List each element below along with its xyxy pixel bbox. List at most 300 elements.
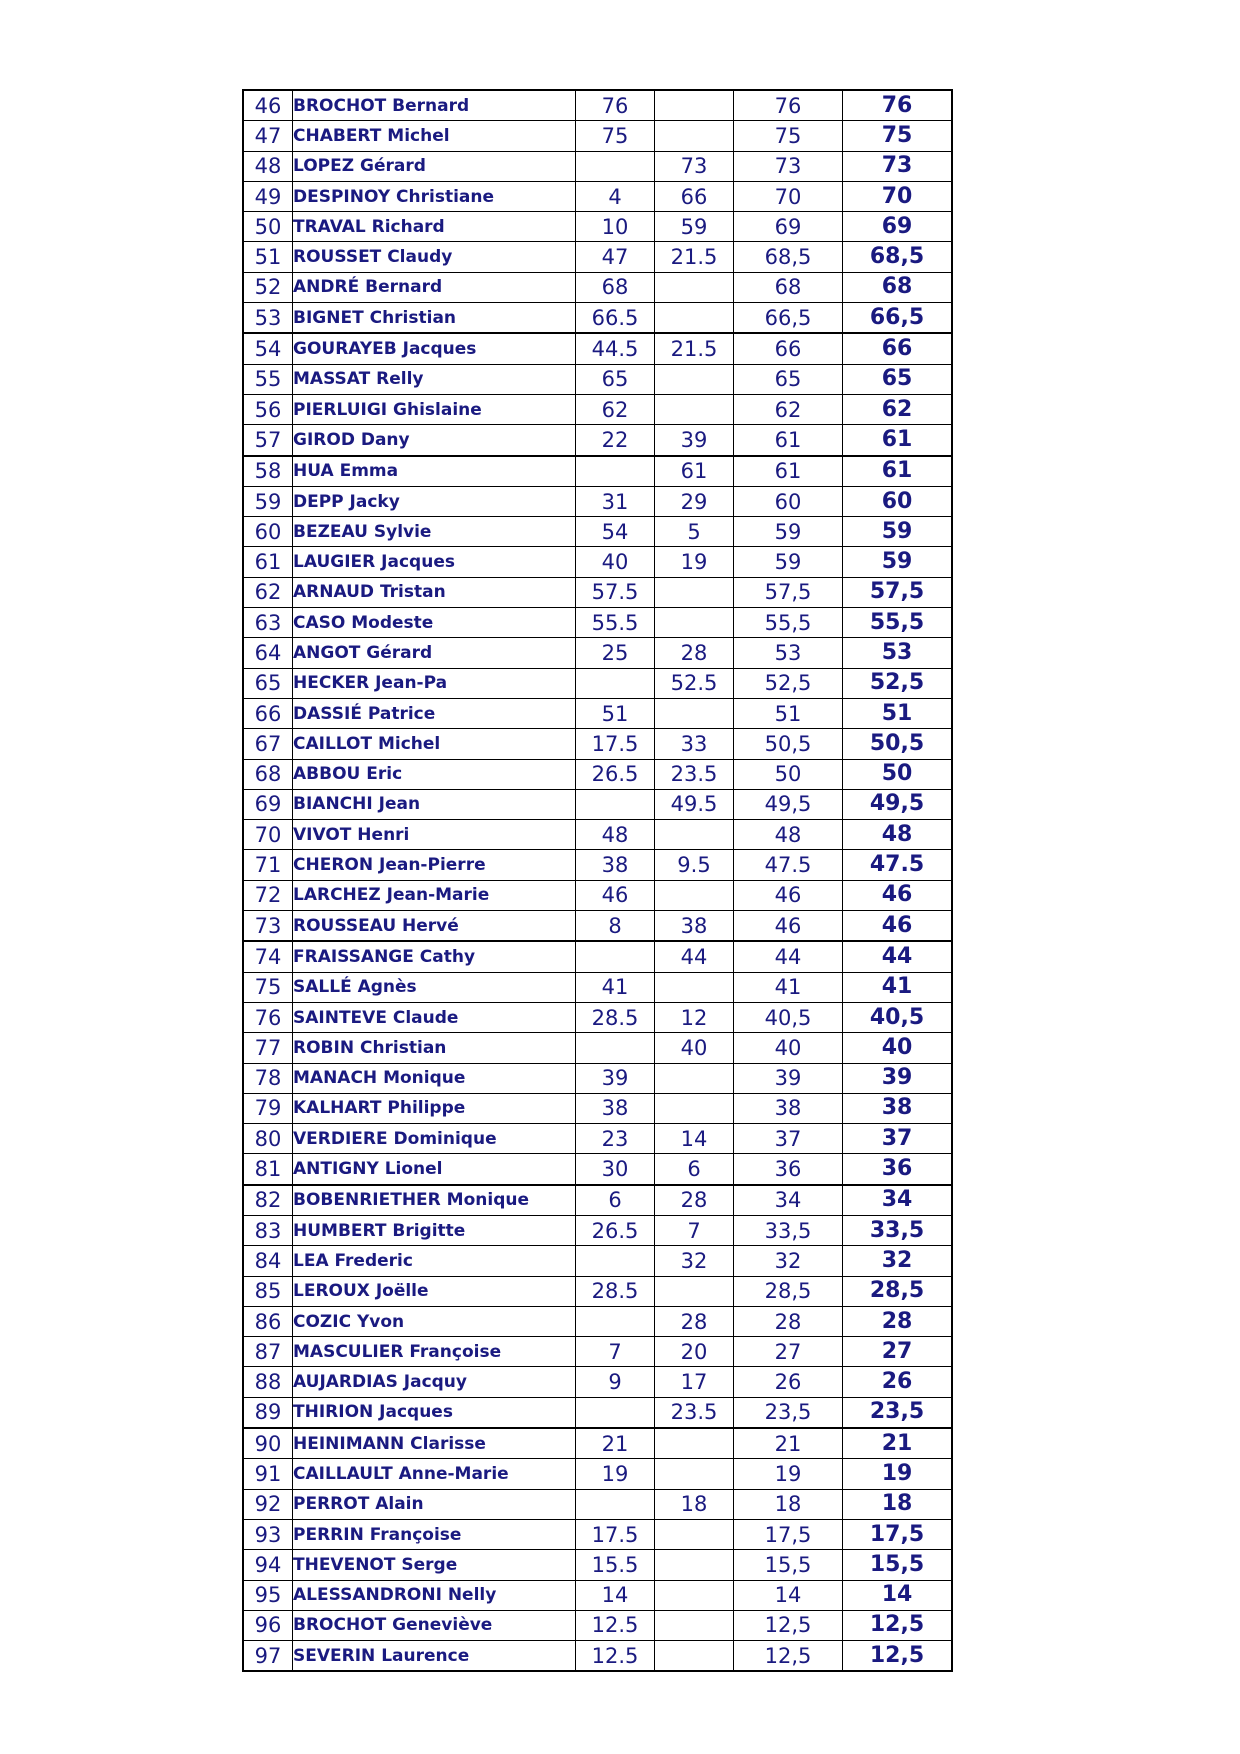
name-cell: KALHART Philippe <box>293 1093 576 1123</box>
sum-cell: 36 <box>734 1154 843 1185</box>
total-cell: 50 <box>843 759 953 789</box>
total-cell: 51 <box>843 698 953 728</box>
sum-cell: 66,5 <box>734 303 843 334</box>
score-2-cell: 40 <box>655 1033 734 1063</box>
rank-cell: 60 <box>243 517 293 547</box>
name-cell: LOPEZ Gérard <box>293 151 576 181</box>
sum-cell: 21 <box>734 1428 843 1459</box>
score-1-cell: 76 <box>576 90 655 121</box>
total-cell: 32 <box>843 1246 953 1276</box>
table-row <box>243 1610 952 1640</box>
sum-cell: 60 <box>734 486 843 516</box>
name-cell: PERROT Alain <box>293 1489 576 1519</box>
score-1-cell: 26.5 <box>576 1215 655 1245</box>
name-cell: PIERLUIGI Ghislaine <box>293 394 576 424</box>
total-cell: 48 <box>843 820 953 850</box>
table-row <box>243 151 952 181</box>
score-2-cell <box>655 1641 734 1672</box>
table-row <box>243 394 952 424</box>
table-row <box>243 181 952 211</box>
table-row <box>243 1246 952 1276</box>
sum-cell: 51 <box>734 698 843 728</box>
sum-cell: 26 <box>734 1367 843 1397</box>
score-2-cell: 29 <box>655 486 734 516</box>
table-row <box>243 1002 952 1032</box>
rank-cell: 80 <box>243 1124 293 1154</box>
table-row <box>243 517 952 547</box>
name-cell: LAUGIER Jacques <box>293 547 576 577</box>
sum-cell: 12,5 <box>734 1610 843 1640</box>
total-cell: 33,5 <box>843 1215 953 1245</box>
total-cell: 52,5 <box>843 668 953 698</box>
score-2-cell: 23.5 <box>655 1397 734 1428</box>
total-cell: 34 <box>843 1185 953 1216</box>
score-1-cell: 62 <box>576 394 655 424</box>
score-2-cell <box>655 1580 734 1610</box>
score-1-cell: 19 <box>576 1459 655 1489</box>
sum-cell: 75 <box>734 121 843 151</box>
rank-cell: 83 <box>243 1215 293 1245</box>
rank-cell: 90 <box>243 1428 293 1459</box>
rank-cell: 85 <box>243 1276 293 1306</box>
score-2-cell <box>655 394 734 424</box>
table-row <box>243 212 952 242</box>
score-1-cell: 28.5 <box>576 1276 655 1306</box>
table-row <box>243 638 952 668</box>
table-row <box>243 820 952 850</box>
score-1-cell: 54 <box>576 517 655 547</box>
name-cell: ARNAUD Tristan <box>293 577 576 607</box>
table-row <box>243 90 952 121</box>
score-2-cell: 21.5 <box>655 242 734 272</box>
score-1-cell: 9 <box>576 1367 655 1397</box>
table-row <box>243 1550 952 1580</box>
rank-cell: 93 <box>243 1519 293 1549</box>
sum-cell: 70 <box>734 181 843 211</box>
score-2-cell <box>655 272 734 302</box>
rank-cell: 63 <box>243 608 293 638</box>
name-cell: HEINIMANN Clarisse <box>293 1428 576 1459</box>
total-cell: 12,5 <box>843 1641 953 1672</box>
table-row <box>243 1489 952 1519</box>
score-2-cell: 20 <box>655 1337 734 1367</box>
total-cell: 38 <box>843 1093 953 1123</box>
name-cell: DESPINOY Christiane <box>293 181 576 211</box>
score-2-cell <box>655 1519 734 1549</box>
total-cell: 40,5 <box>843 1002 953 1032</box>
sum-cell: 68 <box>734 272 843 302</box>
table-row <box>243 698 952 728</box>
rank-cell: 57 <box>243 425 293 456</box>
table-row <box>243 911 952 942</box>
score-1-cell: 25 <box>576 638 655 668</box>
table-row <box>243 547 952 577</box>
sum-cell: 28 <box>734 1306 843 1336</box>
sum-cell: 65 <box>734 364 843 394</box>
sum-cell: 62 <box>734 394 843 424</box>
name-cell: CHERON Jean-Pierre <box>293 850 576 880</box>
score-1-cell <box>576 1246 655 1276</box>
score-1-cell <box>576 456 655 487</box>
total-cell: 69 <box>843 212 953 242</box>
total-cell: 68,5 <box>843 242 953 272</box>
score-2-cell: 28 <box>655 1185 734 1216</box>
name-cell: VIVOT Henri <box>293 820 576 850</box>
rank-cell: 48 <box>243 151 293 181</box>
total-cell: 53 <box>843 638 953 668</box>
table-row <box>243 303 952 334</box>
total-cell: 21 <box>843 1428 953 1459</box>
rank-cell: 53 <box>243 303 293 334</box>
score-1-cell: 48 <box>576 820 655 850</box>
name-cell: PERRIN Françoise <box>293 1519 576 1549</box>
sum-cell: 28,5 <box>734 1276 843 1306</box>
rank-cell: 89 <box>243 1397 293 1428</box>
name-cell: ALESSANDRONI Nelly <box>293 1580 576 1610</box>
score-1-cell: 41 <box>576 972 655 1002</box>
sum-cell: 17,5 <box>734 1519 843 1549</box>
name-cell: CAILLAULT Anne-Marie <box>293 1459 576 1489</box>
total-cell: 57,5 <box>843 577 953 607</box>
rank-cell: 56 <box>243 394 293 424</box>
rank-cell: 70 <box>243 820 293 850</box>
name-cell: HUMBERT Brigitte <box>293 1215 576 1245</box>
total-cell: 44 <box>843 941 953 972</box>
name-cell: DEPP Jacky <box>293 486 576 516</box>
score-2-cell: 12 <box>655 1002 734 1032</box>
rank-cell: 52 <box>243 272 293 302</box>
score-1-cell <box>576 668 655 698</box>
score-1-cell <box>576 1397 655 1428</box>
table-row <box>243 577 952 607</box>
sum-cell: 27 <box>734 1337 843 1367</box>
score-2-cell: 5 <box>655 517 734 547</box>
sum-cell: 69 <box>734 212 843 242</box>
score-2-cell <box>655 698 734 728</box>
table-row <box>243 456 952 487</box>
score-1-cell: 66.5 <box>576 303 655 334</box>
table-row <box>243 1093 952 1123</box>
name-cell: THIRION Jacques <box>293 1397 576 1428</box>
table-row <box>243 668 952 698</box>
rank-cell: 47 <box>243 121 293 151</box>
sum-cell: 53 <box>734 638 843 668</box>
score-2-cell <box>655 364 734 394</box>
score-2-cell: 44 <box>655 941 734 972</box>
score-2-cell <box>655 303 734 334</box>
table-row <box>243 1367 952 1397</box>
table-row <box>243 364 952 394</box>
name-cell: CASO Modeste <box>293 608 576 638</box>
rank-cell: 50 <box>243 212 293 242</box>
name-cell: MASCULIER Françoise <box>293 1337 576 1367</box>
rank-cell: 96 <box>243 1610 293 1640</box>
sum-cell: 37 <box>734 1124 843 1154</box>
score-1-cell: 51 <box>576 698 655 728</box>
sum-cell: 48 <box>734 820 843 850</box>
score-2-cell <box>655 880 734 910</box>
name-cell: SALLÉ Agnès <box>293 972 576 1002</box>
score-1-cell: 14 <box>576 1580 655 1610</box>
score-1-cell: 6 <box>576 1185 655 1216</box>
rank-cell: 75 <box>243 972 293 1002</box>
rank-cell: 77 <box>243 1033 293 1063</box>
sum-cell: 39 <box>734 1063 843 1093</box>
score-1-cell <box>576 1489 655 1519</box>
table-row <box>243 941 952 972</box>
rank-cell: 84 <box>243 1246 293 1276</box>
rank-cell: 49 <box>243 181 293 211</box>
total-cell: 61 <box>843 456 953 487</box>
total-cell: 75 <box>843 121 953 151</box>
sum-cell: 33,5 <box>734 1215 843 1245</box>
name-cell: ROBIN Christian <box>293 1033 576 1063</box>
name-cell: ANTIGNY Lionel <box>293 1154 576 1185</box>
rank-cell: 51 <box>243 242 293 272</box>
rank-cell: 65 <box>243 668 293 698</box>
rank-cell: 81 <box>243 1154 293 1185</box>
rank-cell: 87 <box>243 1337 293 1367</box>
total-cell: 65 <box>843 364 953 394</box>
sum-cell: 59 <box>734 517 843 547</box>
score-1-cell: 38 <box>576 1093 655 1123</box>
rank-cell: 61 <box>243 547 293 577</box>
sum-cell: 15,5 <box>734 1550 843 1580</box>
sum-cell: 41 <box>734 972 843 1002</box>
score-2-cell: 19 <box>655 547 734 577</box>
name-cell: HECKER Jean-Pa <box>293 668 576 698</box>
sum-cell: 66 <box>734 333 843 364</box>
score-1-cell: 8 <box>576 911 655 942</box>
total-cell: 40 <box>843 1033 953 1063</box>
score-2-cell <box>655 577 734 607</box>
table-row <box>243 972 952 1002</box>
table-row <box>243 1580 952 1610</box>
score-1-cell <box>576 789 655 819</box>
score-2-cell: 17 <box>655 1367 734 1397</box>
name-cell: TRAVAL Richard <box>293 212 576 242</box>
score-1-cell: 44.5 <box>576 333 655 364</box>
table-row <box>243 486 952 516</box>
name-cell: LEA Frederic <box>293 1246 576 1276</box>
table-row <box>243 1033 952 1063</box>
score-1-cell: 46 <box>576 880 655 910</box>
table-row <box>243 1063 952 1093</box>
sum-cell: 57,5 <box>734 577 843 607</box>
score-1-cell: 17.5 <box>576 1519 655 1549</box>
sum-cell: 61 <box>734 425 843 456</box>
total-cell: 28,5 <box>843 1276 953 1306</box>
score-1-cell: 23 <box>576 1124 655 1154</box>
score-1-cell: 47 <box>576 242 655 272</box>
total-cell: 17,5 <box>843 1519 953 1549</box>
rank-cell: 55 <box>243 364 293 394</box>
total-cell: 66 <box>843 333 953 364</box>
score-1-cell: 28.5 <box>576 1002 655 1032</box>
table-row <box>243 789 952 819</box>
total-cell: 15,5 <box>843 1550 953 1580</box>
score-1-cell <box>576 941 655 972</box>
total-cell: 66,5 <box>843 303 953 334</box>
score-1-cell: 39 <box>576 1063 655 1093</box>
score-2-cell: 18 <box>655 1489 734 1519</box>
total-cell: 26 <box>843 1367 953 1397</box>
name-cell: CHABERT Michel <box>293 121 576 151</box>
ranking-table <box>242 89 953 1672</box>
score-1-cell: 65 <box>576 364 655 394</box>
rank-cell: 76 <box>243 1002 293 1032</box>
sum-cell: 50,5 <box>734 729 843 759</box>
sum-cell: 23,5 <box>734 1397 843 1428</box>
name-cell: BROCHOT Bernard <box>293 90 576 121</box>
name-cell: VERDIERE Dominique <box>293 1124 576 1154</box>
sum-cell: 18 <box>734 1489 843 1519</box>
name-cell: COZIC Yvon <box>293 1306 576 1336</box>
score-2-cell <box>655 1276 734 1306</box>
table-row <box>243 880 952 910</box>
score-2-cell: 21.5 <box>655 333 734 364</box>
sum-cell: 46 <box>734 880 843 910</box>
score-1-cell: 12.5 <box>576 1641 655 1672</box>
table-row <box>243 1276 952 1306</box>
score-2-cell: 66 <box>655 181 734 211</box>
rank-cell: 86 <box>243 1306 293 1336</box>
name-cell: ABBOU Eric <box>293 759 576 789</box>
sum-cell: 14 <box>734 1580 843 1610</box>
table-row <box>243 1459 952 1489</box>
total-cell: 41 <box>843 972 953 1002</box>
table-row <box>243 1641 952 1672</box>
sum-cell: 19 <box>734 1459 843 1489</box>
ranking-table-body <box>243 90 952 1671</box>
rank-cell: 71 <box>243 850 293 880</box>
score-1-cell: 4 <box>576 181 655 211</box>
score-2-cell: 14 <box>655 1124 734 1154</box>
total-cell: 60 <box>843 486 953 516</box>
score-2-cell <box>655 1610 734 1640</box>
total-cell: 68 <box>843 272 953 302</box>
score-2-cell <box>655 820 734 850</box>
total-cell: 50,5 <box>843 729 953 759</box>
rank-cell: 97 <box>243 1641 293 1672</box>
sum-cell: 47.5 <box>734 850 843 880</box>
table-row <box>243 1397 952 1428</box>
table-row <box>243 1519 952 1549</box>
total-cell: 62 <box>843 394 953 424</box>
rank-cell: 66 <box>243 698 293 728</box>
sum-cell: 52,5 <box>734 668 843 698</box>
total-cell: 39 <box>843 1063 953 1093</box>
score-1-cell: 17.5 <box>576 729 655 759</box>
name-cell: MANACH Monique <box>293 1063 576 1093</box>
rank-cell: 88 <box>243 1367 293 1397</box>
total-cell: 46 <box>843 911 953 942</box>
rank-cell: 92 <box>243 1489 293 1519</box>
table-row <box>243 272 952 302</box>
table-row <box>243 759 952 789</box>
score-1-cell: 75 <box>576 121 655 151</box>
rank-cell: 72 <box>243 880 293 910</box>
score-2-cell <box>655 121 734 151</box>
score-2-cell: 6 <box>655 1154 734 1185</box>
rank-cell: 62 <box>243 577 293 607</box>
total-cell: 76 <box>843 90 953 121</box>
sum-cell: 46 <box>734 911 843 942</box>
table-row <box>243 608 952 638</box>
name-cell: THEVENOT Serge <box>293 1550 576 1580</box>
name-cell: FRAISSANGE Cathy <box>293 941 576 972</box>
score-2-cell: 32 <box>655 1246 734 1276</box>
rank-cell: 95 <box>243 1580 293 1610</box>
table-row <box>243 850 952 880</box>
name-cell: SEVERIN Laurence <box>293 1641 576 1672</box>
rank-cell: 68 <box>243 759 293 789</box>
sum-cell: 44 <box>734 941 843 972</box>
sum-cell: 49,5 <box>734 789 843 819</box>
score-2-cell: 39 <box>655 425 734 456</box>
rank-cell: 78 <box>243 1063 293 1093</box>
name-cell: DASSIÉ Patrice <box>293 698 576 728</box>
table-row <box>243 121 952 151</box>
score-2-cell: 7 <box>655 1215 734 1245</box>
rank-cell: 91 <box>243 1459 293 1489</box>
score-1-cell: 40 <box>576 547 655 577</box>
score-1-cell: 15.5 <box>576 1550 655 1580</box>
score-2-cell <box>655 1428 734 1459</box>
name-cell: ANDRÉ Bernard <box>293 272 576 302</box>
sum-cell: 73 <box>734 151 843 181</box>
score-2-cell <box>655 608 734 638</box>
sum-cell: 61 <box>734 456 843 487</box>
sum-cell: 34 <box>734 1185 843 1216</box>
score-2-cell: 33 <box>655 729 734 759</box>
score-2-cell: 38 <box>655 911 734 942</box>
table-row <box>243 1337 952 1367</box>
name-cell: BIANCHI Jean <box>293 789 576 819</box>
sum-cell: 12,5 <box>734 1641 843 1672</box>
rank-cell: 67 <box>243 729 293 759</box>
total-cell: 59 <box>843 547 953 577</box>
sum-cell: 40 <box>734 1033 843 1063</box>
total-cell: 36 <box>843 1154 953 1185</box>
table-row <box>243 242 952 272</box>
name-cell: LEROUX Joëlle <box>293 1276 576 1306</box>
score-1-cell: 30 <box>576 1154 655 1185</box>
name-cell: HUA Emma <box>293 456 576 487</box>
score-2-cell: 52.5 <box>655 668 734 698</box>
score-2-cell <box>655 90 734 121</box>
score-2-cell <box>655 1459 734 1489</box>
score-2-cell <box>655 1093 734 1123</box>
rank-cell: 74 <box>243 941 293 972</box>
total-cell: 37 <box>843 1124 953 1154</box>
score-1-cell: 26.5 <box>576 759 655 789</box>
table-row <box>243 729 952 759</box>
score-1-cell: 31 <box>576 486 655 516</box>
sum-cell: 50 <box>734 759 843 789</box>
total-cell: 59 <box>843 517 953 547</box>
score-2-cell <box>655 1063 734 1093</box>
total-cell: 12,5 <box>843 1610 953 1640</box>
rank-cell: 46 <box>243 90 293 121</box>
score-2-cell <box>655 1550 734 1580</box>
table-row <box>243 425 952 456</box>
total-cell: 28 <box>843 1306 953 1336</box>
table-row <box>243 1306 952 1336</box>
score-2-cell: 49.5 <box>655 789 734 819</box>
total-cell: 73 <box>843 151 953 181</box>
name-cell: ROUSSEAU Hervé <box>293 911 576 942</box>
